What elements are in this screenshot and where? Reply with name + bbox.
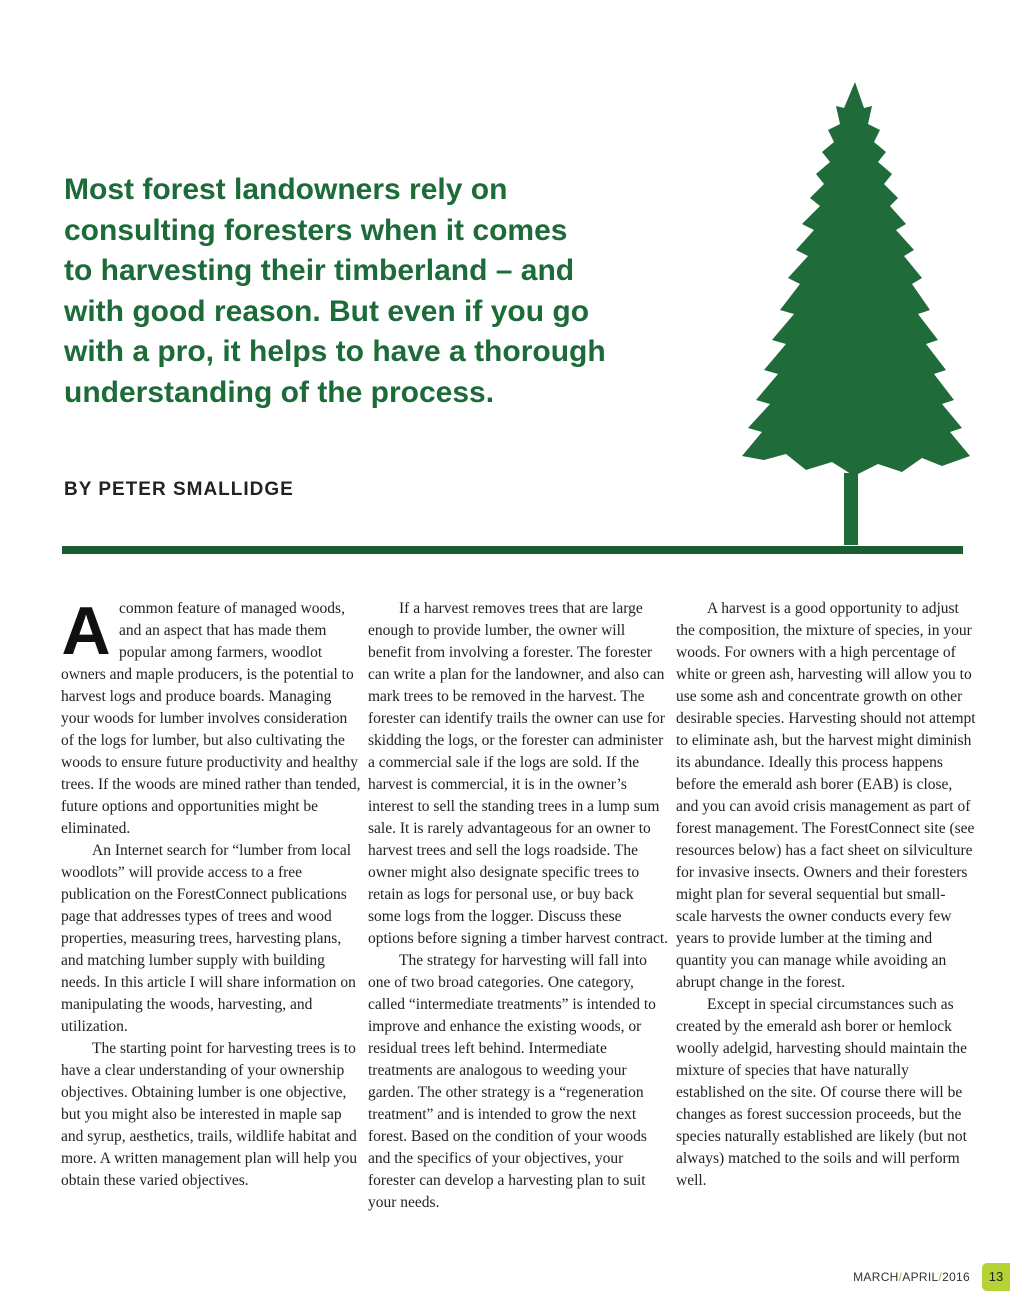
paragraph: If a harvest removes trees that are large enough to provide lumber, the owner will benefit from involving a forester. The forester can write a plan for the landowner, and also can mark trees to be removed in the harvest. The forester can identify trails the owner can use for skidding the logs, or the forester can administer a commercial sale if the logs are sold. If the harvest is commercial, it is in the owner’s interest to sell the standing trees in a lump sum sale. It is rarely advantageous for an owner to harvest trees and sell the logs roadside. The owner might also designate specific trees to retain as logs for personal use, or buy back some logs from the logger. Discuss these options before signing a timber harvest contract. [368, 600, 669, 947]
evergreen-tree-icon [736, 78, 976, 548]
issue-date [853, 1270, 970, 1284]
issue-month-1: MARCH [853, 1270, 899, 1284]
headline-line: Most forest landowners rely on [64, 173, 508, 206]
article-column-1 [61, 593, 361, 1192]
article-column-3 [676, 598, 976, 1192]
byline: BY PETER SMALLIDGE [64, 479, 294, 500]
headline [64, 170, 684, 413]
headline-line: with a pro, it helps to have a thorough [64, 335, 606, 368]
paragraph: common feature of managed woods, and an aspect that has made them popular among farmers, woodlot owners and maple producers, is the potential to harvest logs and produce boards. Managing your woods for lumber involves consideration of the logs for lumber, but also cultivating the woods to ensure future productivity and healthy trees. If the woods are mined rather than tended, future options and opportunities might be eliminated. [61, 600, 361, 837]
headline-line: to harvesting their timberland – and [64, 254, 575, 287]
date-separator: / [938, 1270, 943, 1284]
drop-cap: A [61, 593, 111, 669]
paragraph: The strategy for harvesting will fall into one of two broad categories. One category, called “intermediate treatments” is intended to improve and enhance the existing woods, or residual trees left behind. Intermediate treatments are analogous to weeding your garden. The other strategy is a “regeneration treatment” and is intended to grow the next forest. Based on the condition of your woods and the specifics of your objectives, your forester can develop a harvesting plan to suit your needs. [368, 952, 656, 1211]
issue-year: 2016 [942, 1270, 970, 1284]
paragraph: Except in special circumstances such as created by the emerald ash borer or hemlock woolly adelgid, harvesting should maintain the mixture of species that have naturally established on the site. Of course there will be changes as forest succession proceeds, but the species naturally established are likely (but not always) matched to the soils and will perform well. [676, 996, 968, 1189]
page-number: 13 [982, 1263, 1010, 1291]
article-column-2 [368, 598, 668, 1214]
headline-line: consulting foresters when it comes [64, 213, 568, 247]
issue-month-2: APRIL [902, 1270, 939, 1284]
date-separator: / [898, 1270, 903, 1284]
section-divider [62, 546, 963, 554]
paragraph: An Internet search for “lumber from local woodlots” will provide access to a free publication on the ForestConnect publications page that addresses types of trees and wood properties, measuring trees, harvesting plans, and matching lumber supply with building needs. In this article I will share information on manipulating the woods, harvesting, and utilization. [61, 842, 356, 1035]
headline-line: with good reason. But even if you go [64, 294, 590, 328]
paragraph: A harvest is a good opportunity to adjust the composition, the mixture of species, in your woods. For owners with a high percentage of white or green ash, harvesting will allow you to use some ash and concentrate growth on other desirable species. Harvesting should not attempt to eliminate ash, but the harvest might diminish its abundance. Ideally this process happens before the emerald ash borer (EAB) is close, and you can avoid crisis management as part of forest management. The ForestConnect site (see resources below) has a fact sheet on silviculture for invasive insects. Owners and their foresters might plan for several sequential but small-scale harvests the owner conducts every few years to provide lumber at the timing and quantity you can manage while avoiding an abrupt change in the forest. [676, 600, 976, 991]
headline-line: understanding of the process. [64, 375, 495, 409]
paragraph: The starting point for harvesting trees is to have a clear understanding of your ownership objectives. Obtaining lumber is one objective, but you might also be interested in maple sap and syrup, aesthetics, trails, wildlife habitat and more. A written management plan will help you obtain these varied objectives. [61, 1040, 358, 1189]
